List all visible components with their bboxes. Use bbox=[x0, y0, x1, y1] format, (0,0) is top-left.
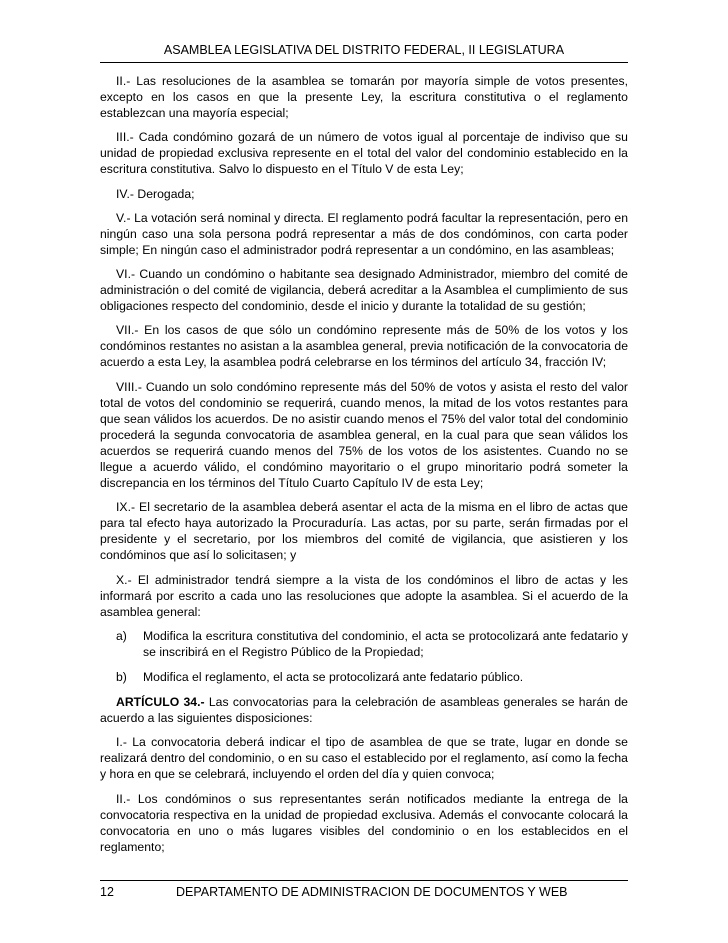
articulo-34-title: ARTÍCULO 34.- bbox=[116, 695, 205, 710]
fraccion-vii: VII.- En los casos de que sólo un condómino represente más de 50% de los votos y los condóminos restantes no asistan a la asamblea general, previa notificación de la convocatoria de acuerdo a esta Ley, la asamblea podrá celebrarse en los términos del artículo 34, fracción IV; bbox=[100, 323, 628, 370]
page-number: 12 bbox=[100, 885, 114, 899]
document-body bbox=[100, 73, 628, 863]
articulo-34 bbox=[100, 694, 628, 726]
list-item-b bbox=[100, 669, 628, 685]
footer-divider bbox=[100, 880, 628, 881]
fraccion-viii: VIII.- Cuando un solo condómino represente más del 50% de votos y asista el resto del valor total de votos del condominio se requerirá, cuando menos, la mitad de los votos restantes para que sean válidos los acuerdos. De no asistir cuando menos el 75% del valor total del condominio procederá la segunda convocatoria de asamblea general, en la cual para que sean válidos los acuerdos se requerirá cuando menos del 75% de los votos de los asistentes. Cuando no se llegue a acuerdo válido, el condómino mayoritario o el grupo minoritario podrá someter la discrepancia en los términos del Título Cuarto Capítulo IV de esta Ley; bbox=[100, 379, 628, 491]
fraccion-iii: III.- Cada condómino gozará de un número de votos igual al porcentaje de indiviso que su unidad de propiedad exclusiva represente en el total del valor del condominio establecido en la escritura constitutiva. Salvo lo dispuesto en el Título V de esta Ley; bbox=[100, 130, 628, 177]
list-text-b: Modifica el reglamento, el acta se protocolizará ante fedatario público. bbox=[143, 670, 524, 684]
list-text-a: Modifica la escritura constitutiva del condominio, el acta se protocolizará ante fedatario y se inscribirá en el Registro Público de la Propiedad; bbox=[143, 628, 628, 659]
fraccion-ix: IX.- El secretario de la asamblea deberá asentar el acta de la misma en el libro de actas que para tal efecto haya autorizado la Procuraduría. Las actas, por su parte, serán firmadas por el presidente y el secretario, por los miembros del comité de vigilancia, que asistieren y los condóminos que así lo solicitasen; y bbox=[100, 500, 628, 563]
articulo-34-fraccion-ii: II.- Los condóminos o sus representantes serán notificados mediante la entrega de la convocatoria respectiva en la unidad de propiedad exclusiva. Además el convocante colocará la convocatoria en uno o más lugares visibles del condominio o en los establecidos en el reglamento; bbox=[100, 791, 628, 854]
fraccion-x: X.- El administrador tendrá siempre a la vista de los condóminos el libro de actas y les informará por escrito a cada uno las resoluciones que adopte la asamblea. Si el acuerdo de la asamblea general: bbox=[100, 572, 628, 619]
articulo-34-text: Las convocatorias para la celebración de asambleas generales se harán de acuerdo a las siguientes disposiciones: bbox=[100, 695, 628, 726]
list-marker-b: b) bbox=[116, 670, 127, 684]
fraccion-vi: VI.- Cuando un condómino o habitante sea designado Administrador, miembro del comité de administración o del comité de vigilancia, deberá acreditar a la Asamblea el cumplimiento de sus obligaciones respecto del condominio, desde el inicio y durante la totalidad de su gestión; bbox=[100, 266, 628, 314]
fraccion-ii: II.- Las resoluciones de la asamblea se tomarán por mayoría simple de votos presentes, excepto en los casos en que la presente Ley, la escritura constitutiva o el reglamento establezcan una mayoría especial; bbox=[100, 74, 628, 121]
footer-department: DEPARTAMENTO DE ADMINISTRACION DE DOCUMENTOS Y WEB bbox=[176, 885, 568, 899]
fraccion-iv: IV.- Derogada; bbox=[116, 186, 195, 201]
fraccion-v: V.- La votación será nominal y directa. El reglamento podrá facultar la representación, pero en ningún caso una sola persona podrá representar a más de dos condóminos, con carta poder simple; En ningún caso el administrador podrá representar a un condómino, en las asambleas; bbox=[100, 210, 628, 257]
header-divider bbox=[100, 62, 628, 63]
list-marker-a: a) bbox=[116, 628, 127, 643]
page-header-title: ASAMBLEA LEGISLATIVA DEL DISTRITO FEDERAL, II LEGISLATURA bbox=[163, 43, 565, 57]
list-item-a bbox=[100, 628, 628, 660]
articulo-34-fraccion-i: I.- La convocatoria deberá indicar el tipo de asamblea de que se trate, lugar en donde se realizará dentro del condominio, o en su caso el establecido por el reglamento, así como la fecha y hora en que se celebrará, incluyendo el orden del día y quien convoca; bbox=[100, 735, 628, 782]
